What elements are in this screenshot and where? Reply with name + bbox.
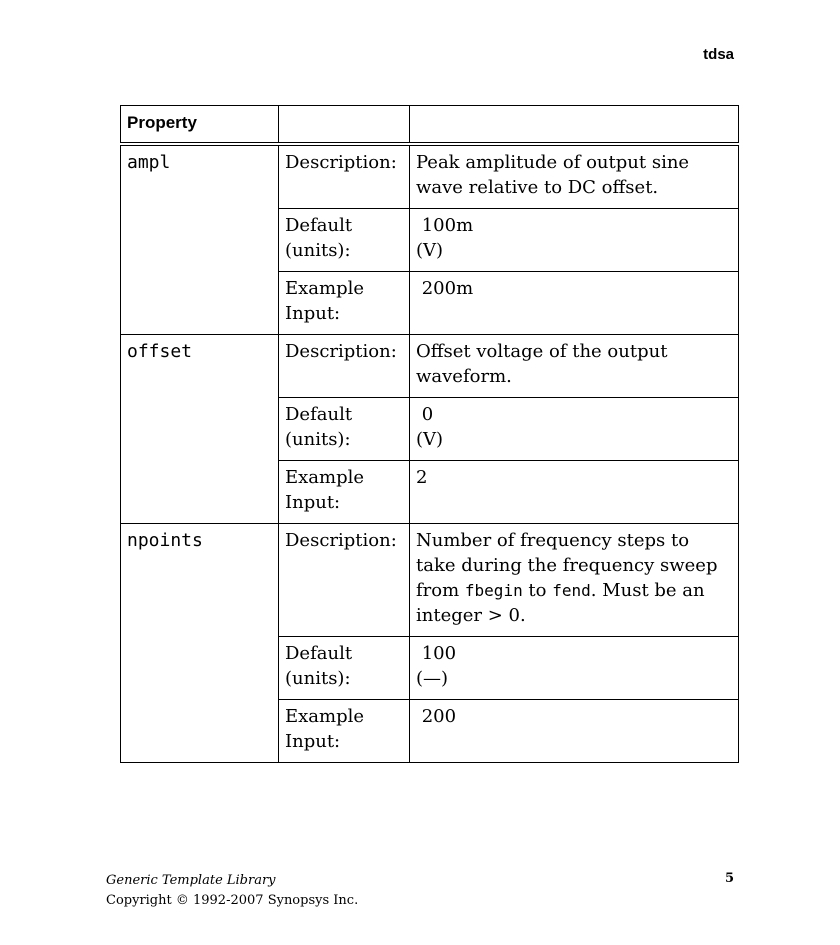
column-header-field — [279, 106, 410, 145]
property-name-ampl: ampl — [121, 144, 279, 335]
page-number: 5 — [724, 871, 734, 886]
field-value: Offset voltage of the output waveform. — [410, 335, 739, 398]
footer-copyright: Copyright © 1992-2007 Synopsys Inc. — [106, 893, 359, 908]
table-header-row — [121, 106, 739, 145]
code-fbegin: fbegin — [464, 581, 523, 600]
default-units: (—) — [416, 668, 449, 689]
field-label: Description: — [279, 335, 410, 398]
default-value: 100m — [421, 215, 474, 236]
footer-document-title: Generic Template Library — [106, 873, 276, 888]
field-value — [410, 700, 739, 763]
description-text: Number of frequency steps to take during the frequency sweep from — [416, 530, 718, 601]
description-text: . Must be an integer > 0. — [416, 580, 705, 626]
table-row — [121, 524, 739, 637]
default-units: (V) — [416, 240, 444, 261]
field-value — [410, 637, 739, 700]
field-value — [410, 272, 739, 335]
field-label: Example Input: — [279, 461, 410, 524]
column-header-property: Property — [121, 106, 279, 145]
field-label: Example Input: — [279, 272, 410, 335]
field-label: Description: — [279, 144, 410, 209]
field-value — [410, 209, 739, 272]
field-value — [410, 524, 739, 637]
page-header-title: tdsa — [703, 46, 734, 63]
property-name-offset: offset — [121, 335, 279, 524]
example-value: 200m — [421, 278, 474, 299]
column-header-value — [410, 106, 739, 145]
field-value — [410, 398, 739, 461]
description-text: to — [522, 580, 553, 601]
field-label: Description: — [279, 524, 410, 637]
example-value: 2 — [416, 467, 428, 488]
field-label: Example Input: — [279, 700, 410, 763]
field-value: Peak amplitude of output sine wave relative to DC offset. — [410, 144, 739, 209]
table-row — [121, 144, 739, 209]
default-value: 100 — [421, 643, 457, 664]
property-name-npoints: npoints — [121, 524, 279, 763]
page-footer — [106, 871, 358, 911]
default-units: (V) — [416, 429, 444, 450]
field-label: Default (units): — [279, 398, 410, 461]
field-value — [410, 461, 739, 524]
table-row — [121, 335, 739, 398]
code-fend: fend — [552, 581, 591, 600]
example-value: 200 — [421, 706, 457, 727]
field-label: Default (units): — [279, 637, 410, 700]
property-table — [120, 105, 739, 763]
default-value: 0 — [421, 404, 434, 425]
field-label: Default (units): — [279, 209, 410, 272]
